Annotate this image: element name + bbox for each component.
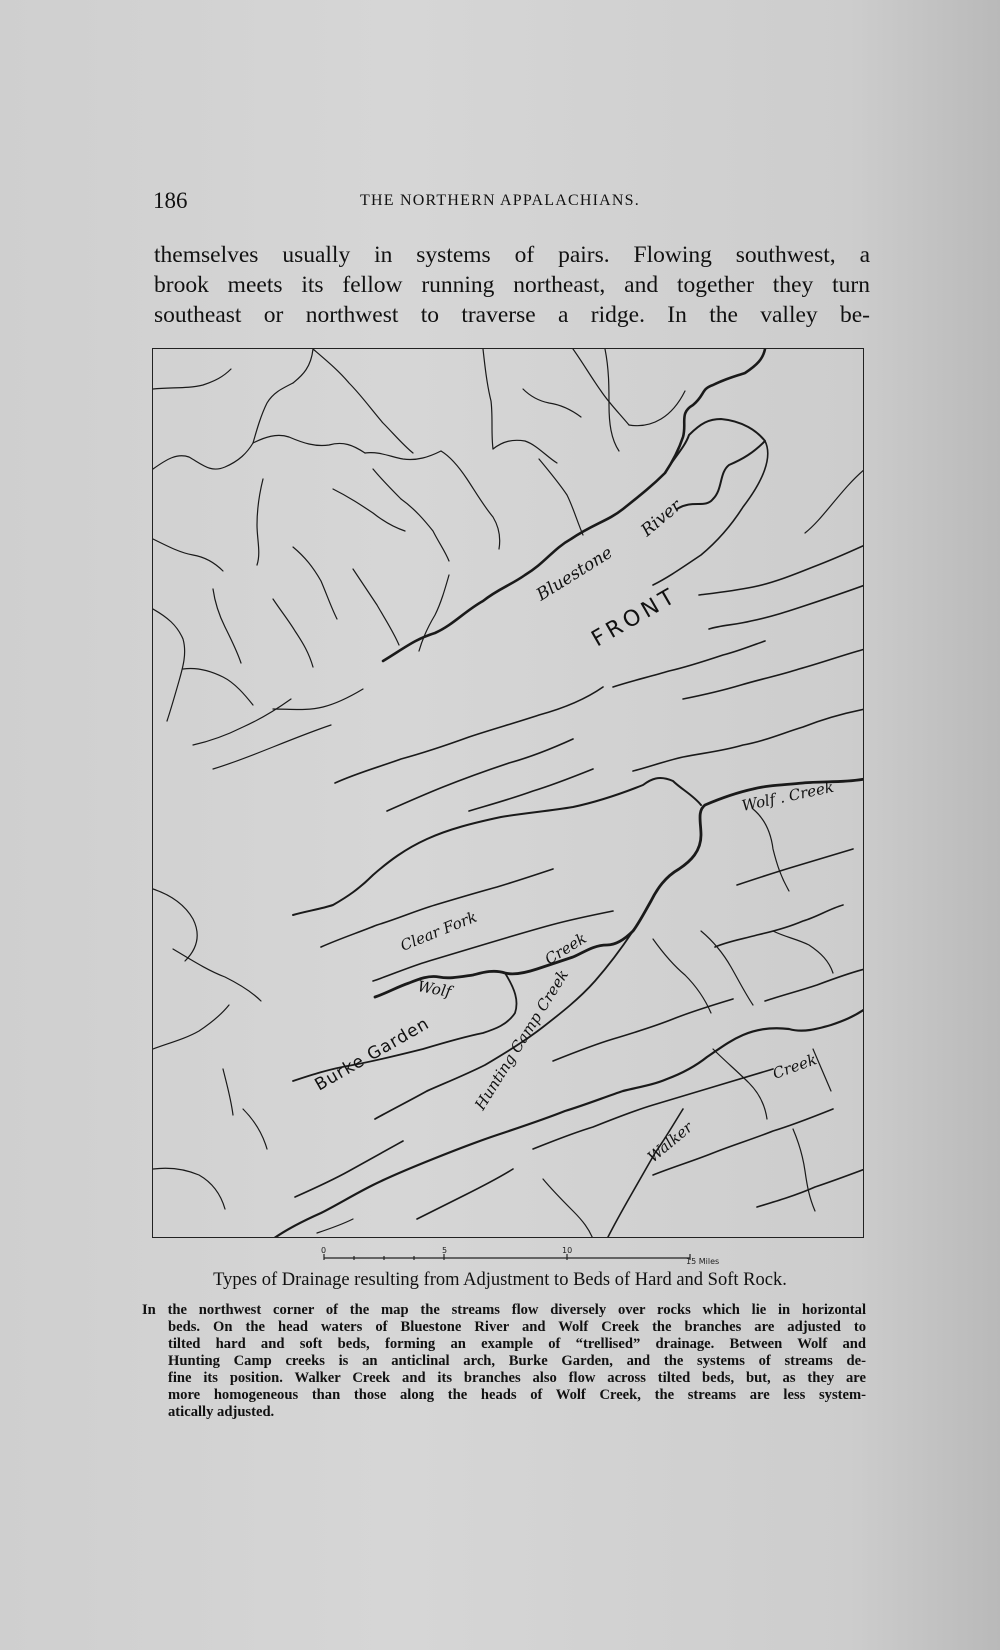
map-label-creek-se: Creek: [770, 1050, 820, 1083]
wolf-creek-main: [375, 779, 864, 997]
drainage-map: [152, 348, 864, 1238]
map-scale-bar: [318, 1244, 738, 1268]
bluestone-river-stream: [383, 349, 765, 661]
running-head: THE NORTHERN APPALACHIANS.: [360, 192, 640, 209]
map-label-creek-mid: Creek: [541, 929, 590, 969]
map-label-burke-garden: Burke Garden: [311, 1013, 434, 1096]
map-label-hunting-camp-creek: Hunting Camp Creek: [471, 966, 573, 1114]
figure-caption-body: [142, 1302, 866, 1421]
wolf-creek-upper: [293, 778, 701, 915]
bluestone-headwater-loop: [665, 419, 765, 509]
walker-creek-main: [273, 1009, 864, 1238]
body-line: brook meets its fellow running northeast, and together they turn: [154, 272, 870, 298]
scale-tick-5: 5: [442, 1246, 448, 1255]
map-label-clear-fork: Clear Fork: [397, 907, 480, 955]
body-line: southeast or northwest to traverse a ridge. In the valley be-: [154, 302, 870, 328]
body-text: [154, 240, 870, 330]
trellis-streams: [295, 542, 864, 1238]
map-label-wolf-creek-ne: Wolf . Creek: [740, 777, 836, 815]
caption-line: atically adjusted.: [168, 1404, 275, 1420]
scale-tick-15: 15 Miles: [686, 1257, 720, 1266]
caption-line: Hunting Camp creeks is an anticlinal arch, Burke Garden, and the systems of streams de-: [168, 1353, 866, 1369]
caption-line: tilted hard and soft beds, forming an example of “trellised” drainage. Between Wolf and: [168, 1336, 866, 1352]
caption-line: fine its position. Walker Creek and its branches also flow across tilted beds, but, as they are: [168, 1370, 866, 1386]
drainage-map-drawing: [153, 349, 864, 1238]
caption-line: beds. On the head waters of Bluestone River and Wolf Creek the branches are adjusted to: [168, 1319, 866, 1335]
caption-line: In the northwest corner of the map the streams flow diversely over rocks which lie in horizontal: [142, 1302, 866, 1318]
figure-caption-title: Types of Drainage resulting from Adjustment to Beds of Hard and Soft Rock.: [213, 1270, 787, 1290]
body-line: themselves usually in systems of pairs. Flowing southwest, a: [154, 242, 870, 268]
map-label-front: FRONT: [587, 582, 683, 653]
page-number: 186: [153, 188, 188, 213]
map-label-wolf-mid: Wolf: [416, 977, 453, 1001]
scale-tick-0: 0: [321, 1246, 327, 1255]
map-label-walker: Walker: [644, 1118, 697, 1167]
map-label-bluestone: Bluestone: [533, 542, 617, 606]
caption-line: more homogeneous than those along the heads of Wolf Creek, the streams are less system-: [168, 1387, 866, 1403]
map-label-river: River: [637, 495, 686, 541]
scale-tick-10: 10: [562, 1246, 573, 1255]
